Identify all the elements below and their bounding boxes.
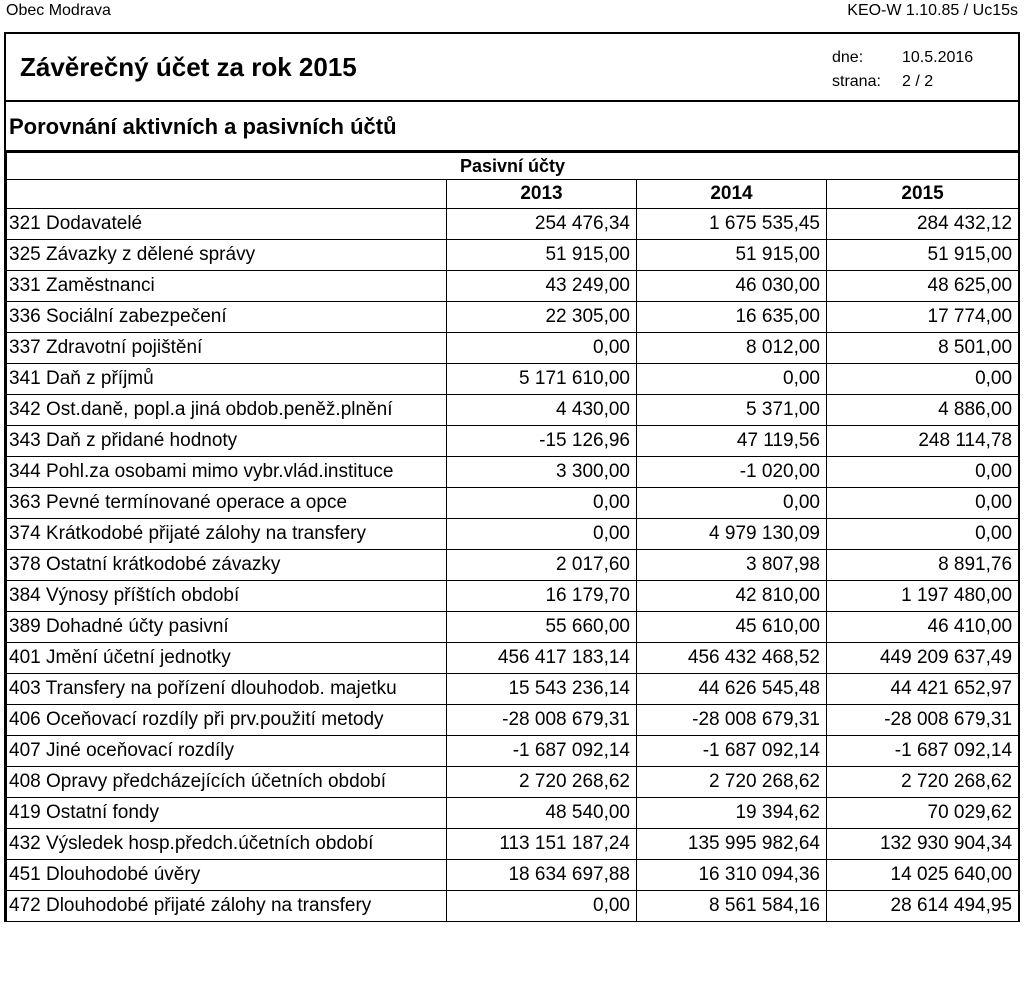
- section-heading: [6, 102, 1018, 152]
- amount-cell: 19 394,62: [637, 798, 827, 829]
- page-value: 2 / 2: [902, 73, 934, 90]
- amount-cell: 1 675 535,45: [637, 209, 827, 240]
- table-row: [7, 240, 1019, 271]
- amount-cell: 2 720 268,62: [827, 767, 1019, 798]
- amount-cell: 284 432,12: [827, 209, 1019, 240]
- amount-cell: 8 501,00: [827, 333, 1019, 364]
- amount-cell: 44 626 545,48: [637, 674, 827, 705]
- table-row: [7, 457, 1019, 488]
- amount-cell: 51 915,00: [637, 240, 827, 271]
- table-row: [7, 209, 1019, 240]
- page-label: strana:: [832, 73, 881, 90]
- table-row: [7, 798, 1019, 829]
- account-name: 403 Transfery na pořízení dlouhodob. majetku: [7, 674, 447, 705]
- table-row: [7, 333, 1019, 364]
- report-meta: [832, 46, 973, 94]
- amount-cell: 47 119,56: [637, 426, 827, 457]
- amount-cell: 22 305,00: [447, 302, 637, 333]
- table-row: [7, 860, 1019, 891]
- amount-cell: 0,00: [447, 333, 637, 364]
- amount-cell: -1 687 092,14: [637, 736, 827, 767]
- amount-cell: 15 543 236,14: [447, 674, 637, 705]
- liabilities-table: [6, 152, 1019, 922]
- amount-cell: 51 915,00: [827, 240, 1019, 271]
- amount-cell: 5 171 610,00: [447, 364, 637, 395]
- amount-cell: 8 012,00: [637, 333, 827, 364]
- amount-cell: 8 561 584,16: [637, 891, 827, 922]
- account-name: 472 Dlouhodobé přijaté zálohy na transfery: [7, 891, 447, 922]
- year-header: 2014: [637, 180, 827, 209]
- amount-cell: 0,00: [827, 519, 1019, 550]
- account-name: 325 Závazky z dělené správy: [7, 240, 447, 271]
- amount-cell: 16 310 094,36: [637, 860, 827, 891]
- year-header: 2015: [827, 180, 1019, 209]
- table-row: [7, 829, 1019, 860]
- account-name: 419 Ostatní fondy: [7, 798, 447, 829]
- table-row: [7, 302, 1019, 333]
- amount-cell: 456 432 468,52: [637, 643, 827, 674]
- amount-cell: 43 249,00: [447, 271, 637, 302]
- table-row: [7, 488, 1019, 519]
- amount-cell: 0,00: [637, 364, 827, 395]
- table-row: [7, 705, 1019, 736]
- amount-cell: 0,00: [447, 488, 637, 519]
- table-row: [7, 426, 1019, 457]
- amount-cell: 0,00: [447, 519, 637, 550]
- table-row: [7, 271, 1019, 302]
- title-box: [6, 34, 1018, 102]
- table-row: [7, 674, 1019, 705]
- amount-cell: 3 300,00: [447, 457, 637, 488]
- account-name: 336 Sociální zabezpečení: [7, 302, 447, 333]
- amount-cell: 45 610,00: [637, 612, 827, 643]
- amount-cell: 113 151 187,24: [447, 829, 637, 860]
- amount-cell: 51 915,00: [447, 240, 637, 271]
- date-label: dne:: [832, 49, 864, 66]
- amount-cell: 46 030,00: [637, 271, 827, 302]
- account-name: 337 Zdravotní pojištění: [7, 333, 447, 364]
- table-row: [7, 736, 1019, 767]
- account-name: 341 Daň z příjmů: [7, 364, 447, 395]
- amount-cell: -15 126,96: [447, 426, 637, 457]
- account-name: 389 Dohadné účty pasivní: [7, 612, 447, 643]
- table-group-header: Pasivní účty: [7, 153, 1019, 180]
- table-row: [7, 581, 1019, 612]
- section-title: Porovnání aktivních a pasivních účtů: [9, 114, 397, 139]
- account-name: 406 Oceňovací rozdíly při prv.použití metody: [7, 705, 447, 736]
- amount-cell: 0,00: [827, 488, 1019, 519]
- amount-cell: 28 614 494,95: [827, 891, 1019, 922]
- table-row: [7, 364, 1019, 395]
- amount-cell: 135 995 982,64: [637, 829, 827, 860]
- amount-cell: 3 807,98: [637, 550, 827, 581]
- amount-cell: 55 660,00: [447, 612, 637, 643]
- amount-cell: 48 540,00: [447, 798, 637, 829]
- table-row: [7, 612, 1019, 643]
- account-name: 451 Dlouhodobé úvěry: [7, 860, 447, 891]
- amount-cell: 1 197 480,00: [827, 581, 1019, 612]
- amount-cell: 42 810,00: [637, 581, 827, 612]
- amount-cell: -28 008 679,31: [447, 705, 637, 736]
- account-name: 401 Jmění účetní jednotky: [7, 643, 447, 674]
- amount-cell: 4 430,00: [447, 395, 637, 426]
- amount-cell: 0,00: [637, 488, 827, 519]
- amount-cell: 248 114,78: [827, 426, 1019, 457]
- account-name: 374 Krátkodobé přijaté zálohy na transfery: [7, 519, 447, 550]
- account-name: 378 Ostatní krátkodobé závazky: [7, 550, 447, 581]
- year-header: 2013: [447, 180, 637, 209]
- table-row: [7, 519, 1019, 550]
- account-name: 321 Dodavatelé: [7, 209, 447, 240]
- table-row: [7, 767, 1019, 798]
- amount-cell: 2 017,60: [447, 550, 637, 581]
- date-value: 10.5.2016: [902, 49, 974, 66]
- organization-name: Obec Modrava: [6, 2, 111, 19]
- amount-cell: 4 979 130,09: [637, 519, 827, 550]
- software-version: KEO-W 1.10.85 / Uc15s: [847, 2, 1018, 19]
- table-row: [7, 643, 1019, 674]
- amount-cell: -1 687 092,14: [447, 736, 637, 767]
- amount-cell: 48 625,00: [827, 271, 1019, 302]
- amount-cell: 14 025 640,00: [827, 860, 1019, 891]
- account-name: 343 Daň z přidané hodnoty: [7, 426, 447, 457]
- amount-cell: 70 029,62: [827, 798, 1019, 829]
- amount-cell: 456 417 183,14: [447, 643, 637, 674]
- year-header-row: [7, 180, 1019, 209]
- account-column-header: [7, 180, 447, 209]
- amount-cell: 0,00: [827, 364, 1019, 395]
- amount-cell: 5 371,00: [637, 395, 827, 426]
- amount-cell: -28 008 679,31: [827, 705, 1019, 736]
- table-row: [7, 550, 1019, 581]
- amount-cell: 17 774,00: [827, 302, 1019, 333]
- account-name: 331 Zaměstnanci: [7, 271, 447, 302]
- account-name: 342 Ost.daně, popl.a jiná obdob.peněž.plnění: [7, 395, 447, 426]
- amount-cell: 4 886,00: [827, 395, 1019, 426]
- amount-cell: 44 421 652,97: [827, 674, 1019, 705]
- table-row: [7, 891, 1019, 922]
- amount-cell: 132 930 904,34: [827, 829, 1019, 860]
- account-name: 407 Jiné oceňovací rozdíly: [7, 736, 447, 767]
- amount-cell: 254 476,34: [447, 209, 637, 240]
- amount-cell: 0,00: [827, 457, 1019, 488]
- report-header-line: [0, 0, 1024, 32]
- table-body: [7, 209, 1019, 922]
- report-frame: [4, 32, 1020, 922]
- amount-cell: 2 720 268,62: [637, 767, 827, 798]
- amount-cell: 16 179,70: [447, 581, 637, 612]
- amount-cell: 46 410,00: [827, 612, 1019, 643]
- amount-cell: -1 687 092,14: [827, 736, 1019, 767]
- amount-cell: 16 635,00: [637, 302, 827, 333]
- account-name: 363 Pevné termínované operace a opce: [7, 488, 447, 519]
- report-title: Závěrečný účet za rok 2015: [20, 52, 357, 82]
- amount-cell: 18 634 697,88: [447, 860, 637, 891]
- account-name: 432 Výsledek hosp.předch.účetních období: [7, 829, 447, 860]
- amount-cell: 8 891,76: [827, 550, 1019, 581]
- account-name: 384 Výnosy příštích období: [7, 581, 447, 612]
- amount-cell: -1 020,00: [637, 457, 827, 488]
- amount-cell: 449 209 637,49: [827, 643, 1019, 674]
- amount-cell: -28 008 679,31: [637, 705, 827, 736]
- table-row: [7, 395, 1019, 426]
- amount-cell: 2 720 268,62: [447, 767, 637, 798]
- amount-cell: 0,00: [447, 891, 637, 922]
- account-name: 408 Opravy předcházejících účetních období: [7, 767, 447, 798]
- account-name: 344 Pohl.za osobami mimo vybr.vlád.instituce: [7, 457, 447, 488]
